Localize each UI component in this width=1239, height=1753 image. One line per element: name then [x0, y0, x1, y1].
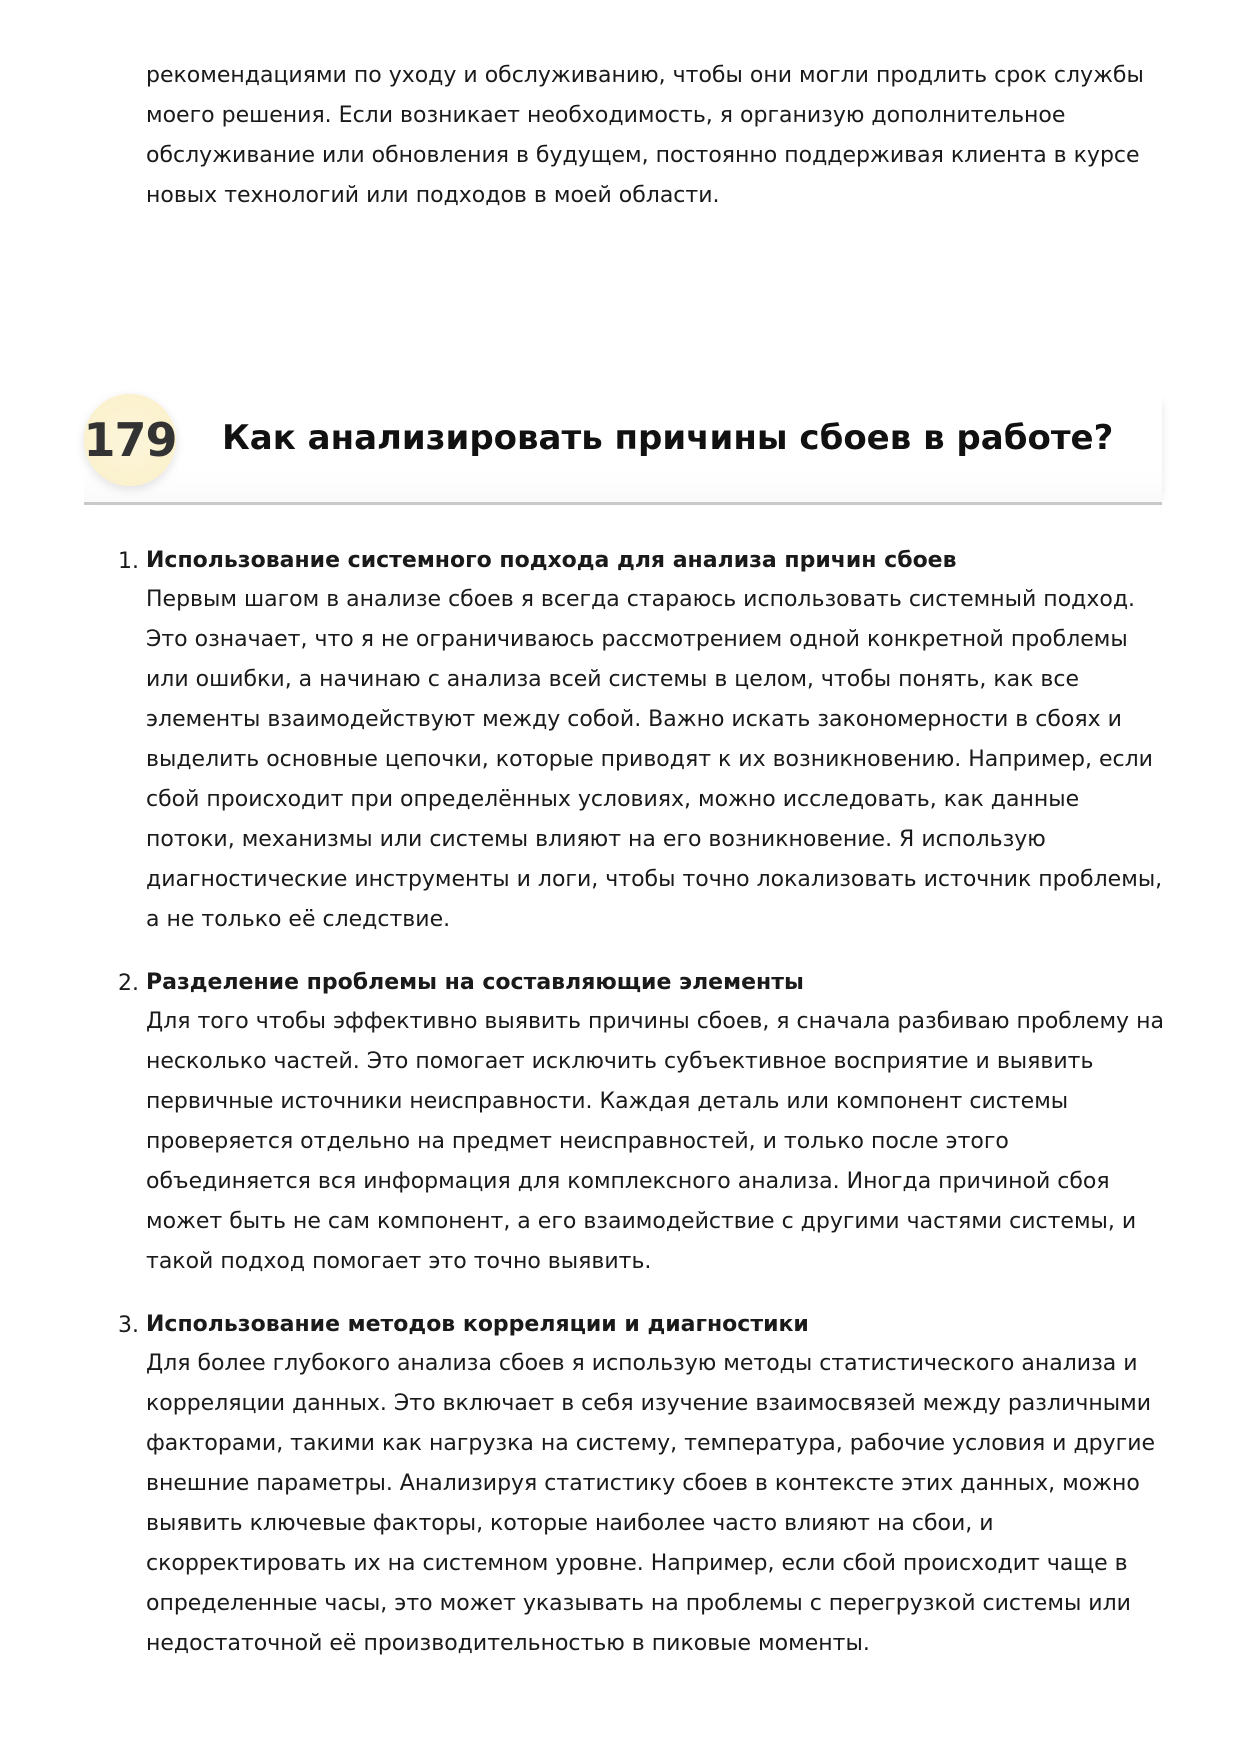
question-number-badge: 179	[84, 394, 176, 486]
item-heading: Использование системного подхода для анализа причин сбоев	[146, 548, 957, 573]
item-body: Для более глубокого анализа сбоев я использую методы статистического анализа и корреляции данных. Это включает в себя изучение взаимосвязей между различными факторами, такими как нагрузка на систему, температура, рабочие условия и другие внешние параметры. Анализируя статистику сбоев в контексте этих данных, можно выявить ключевые факторы, которые наиболее часто влияют на сбои, и скорректировать их на системном уровне. Например, если сбой происходит чаще в определенные часы, это может указывать на проблемы с перегрузкой системы или недостаточной её производительностью в пиковые моменты.	[146, 1351, 1156, 1656]
item-body: Для того чтобы эффективно выявить причины сбоев, я сначала разбиваю проблему на несколько частей. Это помогает исключить субъективное восприятие и выявить первичные источники неисправности. Каждая деталь или компонент системы проверяется отдельно на предмет неисправностей, и только после этого объединяется вся информация для комплексного анализа. Иногда причиной сбоя может быть не сам компонент, а его взаимодействие с другими частями системы, и такой подход помогает это точно выявить.	[146, 1009, 1164, 1274]
item-number: 3.	[118, 1313, 139, 1338]
answer-item	[118, 964, 1166, 1282]
item-heading: Разделение проблемы на составляющие элементы	[146, 970, 804, 995]
item-body: Первым шагом в анализе сбоев я всегда стараюсь использовать системный подход. Это означает, что я не ограничиваюсь рассмотрением одной конкретной проблемы или ошибки, а начинаю с анализа всей системы в целом, чтобы понять, как все элементы взаимодействуют между собой. Важно искать закономерности в сбоях и выделить основные цепочки, которые приводят к их возникновению. Например, если сбой происходит при определённых условиях, можно исследовать, как данные потоки, механизмы или системы влияют на его возникновение. Я использую диагностические инструменты и логи, чтобы точно локализовать источник проблемы, а не только её следствие.	[146, 587, 1163, 932]
question-header	[84, 394, 1162, 505]
item-number: 1.	[118, 549, 139, 574]
answer-item	[118, 542, 1166, 940]
item-heading: Использование методов корреляции и диагностики	[146, 1312, 809, 1337]
item-number: 2.	[118, 971, 139, 996]
question-title: Как анализировать причины сбоев в работе?	[222, 418, 1114, 458]
intro-paragraph: рекомендациями по уходу и обслуживанию, чтобы они могли продлить срок службы моего решения. Если возникает необходимость, я организую дополнительное обслуживание или обновления в будущем, постоянно поддерживая клиента в курсе новых технологий или подходов в моей области.	[146, 63, 1144, 208]
answer-list	[118, 542, 1166, 1688]
answer-item	[118, 1306, 1166, 1664]
